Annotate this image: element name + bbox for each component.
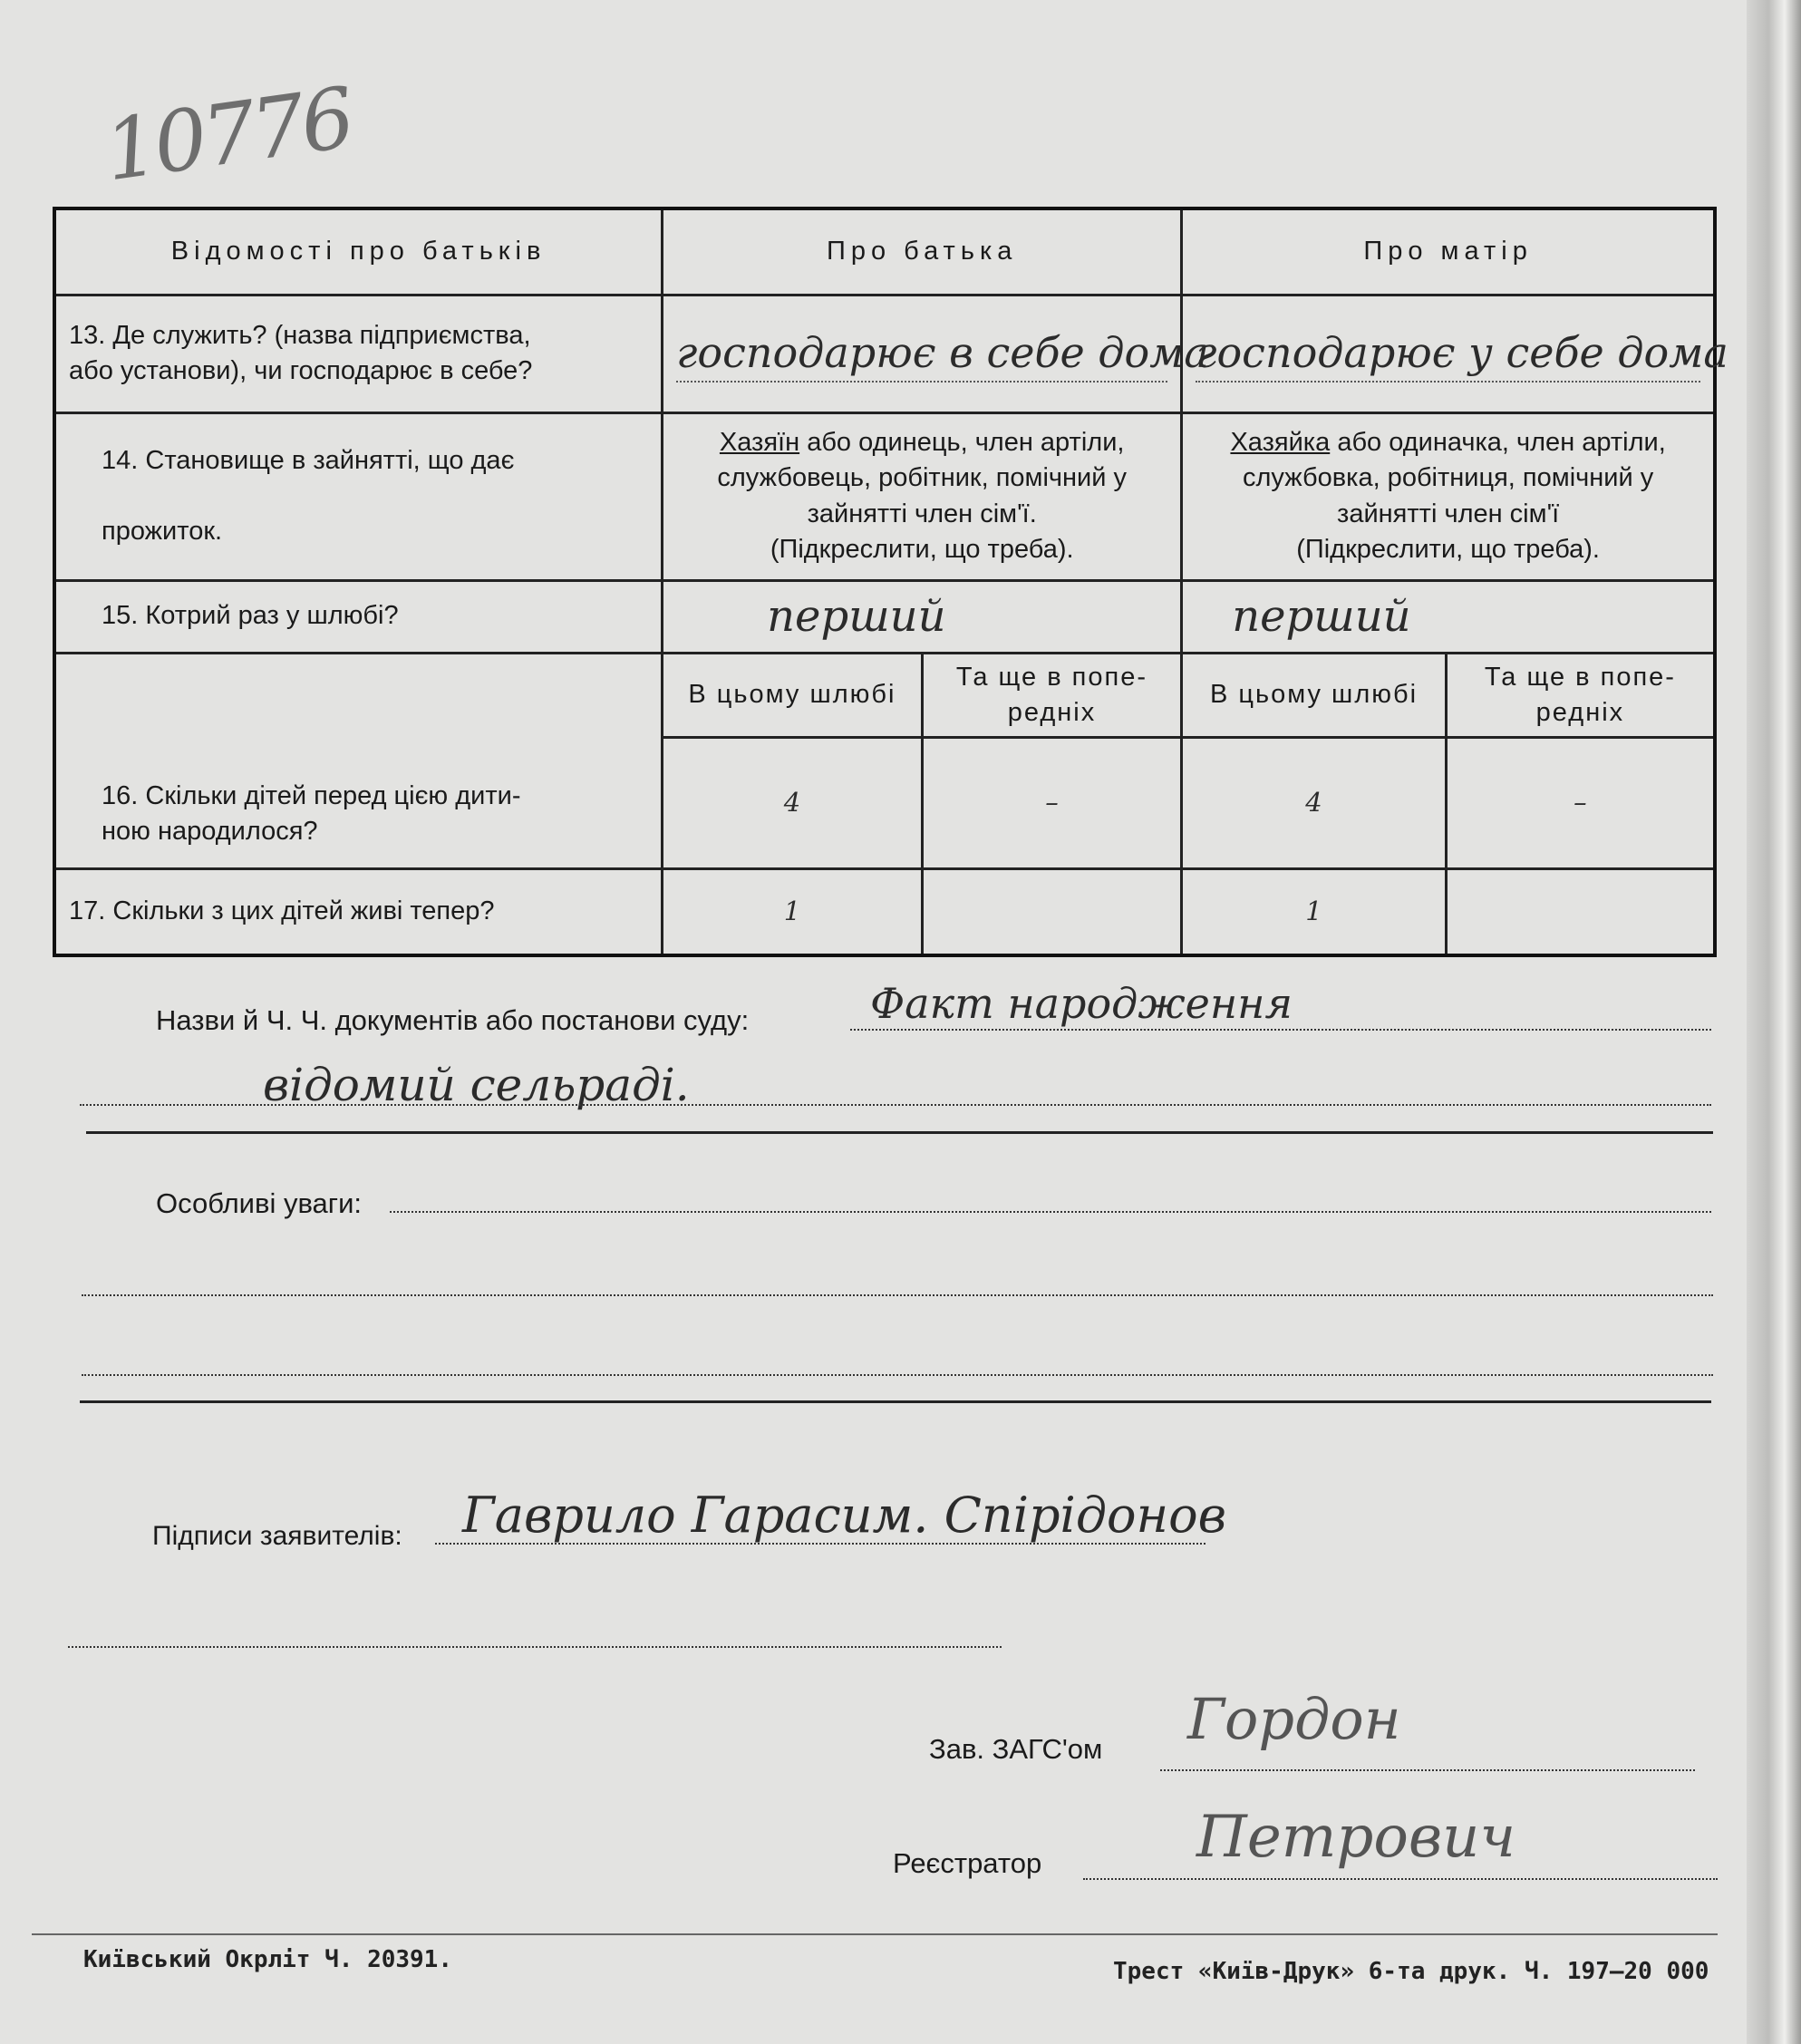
father-options-note: (Підкреслити, що треба). xyxy=(770,534,1074,564)
row-16-subheader xyxy=(54,653,1715,737)
question-13-line1: 13. Де служить? (назва підприємства, xyxy=(69,320,531,350)
row-15 xyxy=(54,580,1715,653)
mother-options-note: (Підкреслити, що треба). xyxy=(1296,534,1600,564)
options-14-father xyxy=(663,412,1182,580)
handwritten-15-father: перший xyxy=(767,590,946,642)
answer-15-father xyxy=(663,580,1182,653)
registrar-label: Реєстратор xyxy=(893,1847,1042,1879)
parents-info-table xyxy=(53,207,1728,957)
answer-16-mother-prev: – xyxy=(1446,737,1715,868)
options-14-mother xyxy=(1182,412,1715,580)
row-17 xyxy=(54,868,1715,955)
header-parents-info: Відомості про батьків xyxy=(54,208,663,295)
handwritten-13-mother: господарює у себе дома xyxy=(1196,325,1700,383)
page-edge xyxy=(1747,0,1801,2044)
question-16 xyxy=(54,653,663,868)
notes-rule xyxy=(80,1400,1711,1403)
question-14-line2: прожиток. xyxy=(102,517,223,547)
row-14 xyxy=(54,412,1715,580)
footer-rule xyxy=(32,1933,1718,1935)
handwritten-15-mother: перший xyxy=(1232,590,1411,642)
answer-17-mother-this: 1 xyxy=(1182,868,1447,955)
father-options-text: або одинець, член артіли, службовець, робітник, помічний у зайнятті член сім'ї. xyxy=(717,428,1128,528)
question-16-line2: ною народилося? xyxy=(102,816,318,846)
question-13 xyxy=(54,295,663,412)
zags-head-signature: Гордон xyxy=(1187,1686,1401,1752)
signatures-dotline-2 xyxy=(68,1646,1002,1648)
table-header-row xyxy=(54,208,1715,295)
notes-dotline-1 xyxy=(390,1211,1711,1213)
answer-16-father-prev: – xyxy=(922,737,1182,868)
mother-options-text: або одиначка, член артіли, службовка, робітниця, помічний у зайнятті член сім'ї xyxy=(1243,428,1666,528)
documents-rule xyxy=(86,1131,1713,1134)
footer-left-print: Київський Окрліт Ч. 20391. xyxy=(83,1946,452,1973)
sub-mother-previous xyxy=(1446,653,1715,737)
sub-mother-this-marriage: В цьому шлюбі xyxy=(1182,653,1447,737)
zags-head-label: Зав. ЗАГС'ом xyxy=(929,1733,1103,1765)
footer-right-print: Трест «Київ-Друк» 6-та друк. Ч. 197—20 000 xyxy=(1113,1958,1709,1985)
question-17: 17. Скільки з цих дітей живі тепер? xyxy=(54,868,663,955)
answer-15-mother xyxy=(1182,580,1715,653)
documents-label: Назви й Ч. Ч. документів або постанови суду: xyxy=(156,1004,750,1036)
answer-13-father xyxy=(663,295,1209,412)
header-mother: Про матір xyxy=(1182,208,1715,295)
answer-17-father-prev xyxy=(922,868,1182,955)
notes-dotline-3 xyxy=(82,1374,1713,1376)
registrar-dotline xyxy=(1083,1878,1718,1880)
archive-number: 10776 xyxy=(98,69,357,200)
documents-handwritten-2: відомий сельраді. xyxy=(263,1059,690,1111)
sub-mother-previous-line2: редніх xyxy=(1535,697,1625,727)
answer-16-mother-this: 4 xyxy=(1182,737,1447,868)
header-father: Про батька xyxy=(663,208,1182,295)
sub-father-previous-line1: Та ще в попе- xyxy=(955,662,1148,692)
handwritten-13-father: господарює в себе дома xyxy=(676,325,1167,383)
documents-handwritten-1: Факт народження xyxy=(870,979,1293,1028)
row-13 xyxy=(54,295,1715,412)
answer-13-mother xyxy=(1182,295,1728,412)
documents-dotline-2 xyxy=(80,1104,1711,1106)
father-owner-underlined: Хазяїн xyxy=(719,428,800,458)
special-notes-label: Особливі уваги: xyxy=(156,1187,363,1219)
signatures-label: Підписи заявителів: xyxy=(152,1521,402,1551)
sub-father-this-marriage: В цьому шлюбі xyxy=(663,653,923,737)
documents-dotline-1 xyxy=(850,1029,1711,1031)
sub-father-previous-line2: редніх xyxy=(1007,697,1097,727)
question-16-line1: 16. Скільки дітей перед цією дити- xyxy=(102,780,521,810)
mother-owner-underlined: Хазяйка xyxy=(1230,428,1331,458)
registrar-signature: Петрович xyxy=(1196,1804,1516,1871)
signatures-dotline-1 xyxy=(435,1543,1206,1545)
question-15: 15. Котрий раз у шлюбі? xyxy=(54,580,663,653)
notes-dotline-2 xyxy=(82,1294,1713,1296)
answer-17-mother-prev xyxy=(1446,868,1715,955)
question-14 xyxy=(54,412,663,580)
sub-mother-previous-line1: Та ще в попе- xyxy=(1484,662,1676,692)
zags-head-dotline xyxy=(1160,1769,1695,1771)
answer-17-father-this: 1 xyxy=(663,868,923,955)
answer-16-father-this: 4 xyxy=(663,737,923,868)
question-14-line1: 14. Становище в зайнятті, що дає xyxy=(102,445,515,475)
sub-father-previous xyxy=(922,653,1182,737)
question-13-line2: або установи), чи господарює в себе? xyxy=(69,356,533,385)
signatures-handwritten: Гаврило Гарасим. Спірідонов xyxy=(462,1487,1227,1544)
